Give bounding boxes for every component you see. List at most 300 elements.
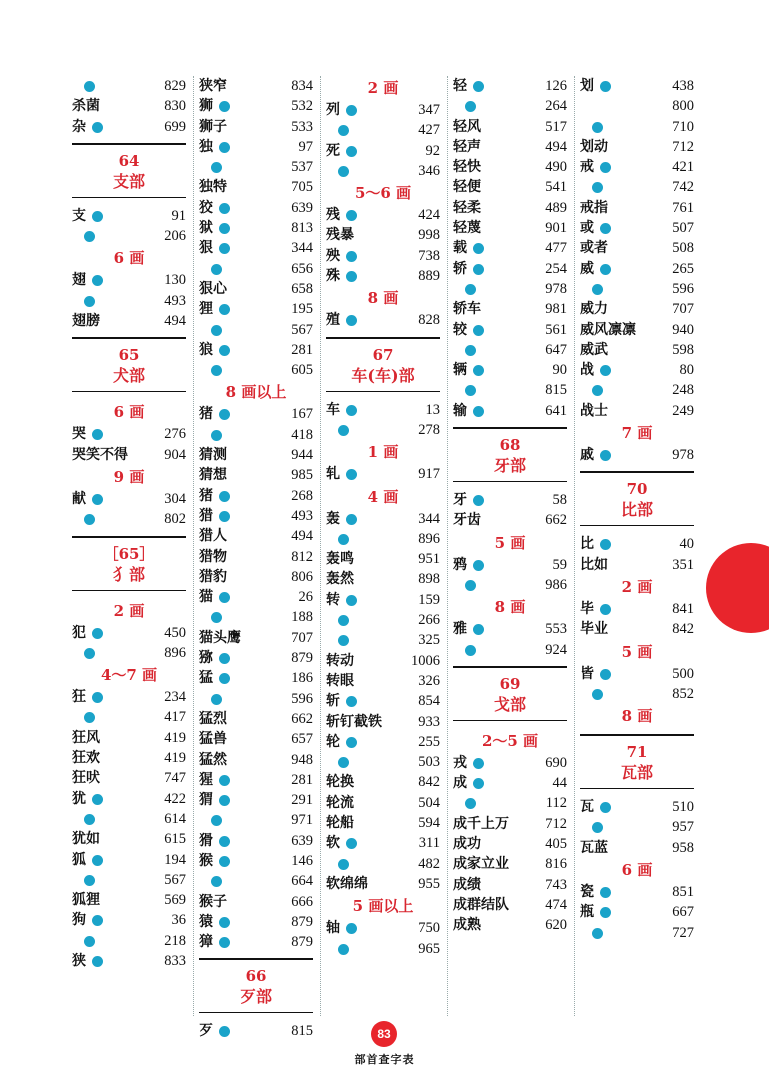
badge-icon [473,406,484,417]
badge-icon [592,822,603,833]
entry-chars: 猫头鹰 [199,629,241,646]
entry-page: 978 [545,280,567,297]
badge-icon [92,275,103,286]
badge-icon [465,798,476,809]
entry-page: 854 [418,693,440,710]
entry-page: 265 [672,260,694,277]
page-footer: 部首查字表 [354,1053,415,1066]
entry-page: 656 [291,260,313,277]
index-entry [453,834,567,854]
entry-page: 167 [291,406,313,423]
badge-icon [219,203,230,214]
entry-page: 699 [164,118,186,135]
badge-icon [92,794,103,805]
index-entry [326,671,440,691]
index-entry [72,643,186,663]
index-entry [453,895,567,915]
entry-chars: 猎 [199,507,213,524]
entry-page: 815 [545,382,567,399]
index-entry [326,918,440,938]
entry-chars: 猛然 [199,751,227,768]
entry-chars: 比如 [580,556,608,573]
index-entry [199,218,313,238]
entry-page: 802 [164,511,186,528]
entry-page: 80 [679,362,694,379]
index-entry [199,299,313,319]
index-entry [453,510,567,530]
entry-page: 493 [291,507,313,524]
entry-chars: 瓷 [580,884,594,901]
entry-chars: 轮流 [326,794,354,811]
index-entry [199,750,313,770]
index-entry [326,772,440,792]
entry-chars: 戎 [453,754,467,771]
entry-chars: 列 [326,102,340,118]
stroke-count-heading: 2 画 [621,577,653,596]
entry-page: 97 [298,138,313,155]
badge-icon [346,146,357,157]
entry-page: 948 [291,751,313,768]
entry-chars: 轮 [326,733,340,750]
entry-page: 707 [291,629,313,646]
index-entry [199,259,313,279]
entry-page: 450 [164,624,186,641]
index-entry [580,218,694,238]
entry-page: 477 [545,240,567,257]
entry-page: 662 [545,512,567,529]
badge-icon [92,692,103,703]
badge-icon [219,653,230,664]
index-entry [199,770,313,790]
entry-page: 325 [418,632,440,649]
index-entry [199,320,313,340]
entry-chars: 斩 [326,693,340,710]
stroke-count-heading: 8 画 [367,289,399,308]
badge-icon [338,944,349,955]
entry-chars: 狂吠 [72,770,100,787]
radical-title: 戈部 [493,694,526,714]
entry-page: 126 [545,78,567,94]
entry-chars: 轻柔 [453,199,481,216]
entry-page: 727 [672,924,694,941]
entry-chars: 猪 [199,487,213,504]
stroke-count-heading: 4～7 画 [100,666,158,685]
badge-icon [600,802,611,813]
entry-page: 965 [418,940,440,957]
entry-chars: 轮船 [326,815,354,832]
stroke-count-heading: 8 画以上 [225,383,287,402]
entry-page: 494 [545,138,567,155]
entry-page: 311 [418,835,440,852]
index-entry [199,932,313,952]
badge-icon [600,365,611,376]
entry-chars: 轻声 [453,138,481,155]
index-entry [326,400,440,420]
index-entry [326,732,440,752]
entry-chars: 戒 [580,159,594,176]
entry-chars: 比 [580,536,594,553]
badge-icon [346,595,357,606]
index-entry [580,882,694,902]
entry-chars: 输 [453,402,467,419]
entry-page: 958 [672,839,694,856]
index-entry [453,340,567,360]
entry-page: 264 [545,98,567,115]
entry-page: 639 [291,199,313,216]
entry-page: 346 [418,162,440,179]
radical-number: 64 [118,151,140,170]
index-entry [199,506,313,526]
index-entry [580,619,694,639]
entry-chars: 轻便 [453,179,481,196]
entry-page: 662 [291,710,313,727]
entry-chars: 哭笑不得 [72,446,128,463]
entry-page: 830 [164,98,186,115]
entry-chars: 战 [580,362,594,379]
index-entry [453,380,567,400]
entry-chars: 猴子 [199,893,227,910]
entry-page: 503 [418,754,440,771]
entry-page: 806 [291,568,313,585]
entry-chars: 转眼 [326,672,354,689]
index-entry [72,687,186,707]
index-entry [580,445,694,465]
radical-section-header [580,734,694,789]
badge-icon [211,694,222,705]
index-entry [326,509,440,529]
index-entry [72,445,186,465]
index-columns [72,76,694,1040]
entry-chars: 成家立业 [453,856,509,873]
badge-icon [84,81,95,92]
entry-page: 351 [672,556,694,573]
entry-chars: 狠 [199,240,213,257]
radical-section-header [72,337,186,392]
badge-icon [465,345,476,356]
entry-page: 344 [291,240,313,257]
entry-chars: 轻风 [453,118,481,135]
stroke-count-heading: 1 画 [367,443,399,462]
entry-page: 254 [545,260,567,277]
badge-icon [592,284,603,295]
index-entry [580,76,694,96]
badge-icon [465,580,476,591]
entry-chars: 狡 [199,199,213,216]
radical-number: 65 [118,346,140,365]
entry-chars: 软绵绵 [326,875,368,892]
entry-page: 234 [164,689,186,706]
badge-icon [211,162,222,173]
radical-section-header [326,337,440,392]
badge-icon [219,101,230,112]
entry-chars: 毕业 [580,621,608,638]
entry-page: 249 [672,402,694,419]
entry-page: 712 [545,815,567,832]
entry-page: 26 [298,589,313,606]
badge-icon [600,907,611,918]
entry-page: 955 [418,875,440,892]
badge-icon [346,838,357,849]
entry-chars: 殖 [326,312,340,329]
red-tab-marker [706,543,769,633]
index-entry [580,279,694,299]
radical-number: 68 [499,436,521,455]
entry-page: 828 [418,312,440,329]
badge-icon [338,425,349,436]
radical-number: 70 [626,480,648,499]
stroke-count-heading: 6 画 [113,403,145,422]
index-entry [580,117,694,137]
index-entry [580,299,694,319]
badge-icon [346,105,357,116]
entry-chars: 猕 [199,650,213,667]
index-entry [580,534,694,554]
radical-section-header [72,536,186,591]
entry-chars: 杀菌 [72,98,100,115]
entry-page: 951 [418,551,440,568]
badge-icon [211,325,222,336]
entry-chars: 猎物 [199,548,227,565]
column-divider [193,76,194,1016]
entry-page: 567 [291,321,313,338]
index-entry [453,619,567,639]
entry-chars: 辆 [453,362,467,379]
badge-icon [338,635,349,646]
radical-title: 牙部 [493,456,526,476]
entry-page: 159 [418,591,440,608]
stroke-count-heading: 9 画 [113,467,145,486]
entry-chars: 瓶 [580,904,594,921]
entry-page: 971 [291,812,313,829]
radical-number: ［65］ [103,544,155,563]
entry-chars: 雅 [453,621,467,638]
index-entry [580,838,694,858]
badge-icon [473,758,484,769]
index-entry [72,809,186,829]
entry-page: 291 [291,792,313,809]
entry-page: 842 [672,621,694,638]
entry-chars: 转 [326,591,340,608]
index-entry [326,120,440,140]
index-entry [326,752,440,772]
entry-chars: 狐狸 [72,892,100,909]
entry-page: 186 [291,670,313,687]
index-column-4 [453,76,567,1016]
badge-icon [219,795,230,806]
entry-page: 427 [418,122,440,139]
entry-chars: 或者 [580,240,608,257]
entry-chars: 威武 [580,341,608,358]
badge-icon [219,345,230,356]
badge-icon [338,166,349,177]
badge-icon [600,264,611,275]
index-entry [580,923,694,943]
entry-chars: 狭窄 [199,78,227,94]
index-entry [72,291,186,311]
index-entry [199,238,313,258]
entry-page: 90 [552,362,567,379]
index-entry [453,76,567,96]
entry-page: 493 [164,292,186,309]
badge-icon [84,231,95,242]
entry-chars: 死 [326,142,340,159]
entry-chars: 轿车 [453,301,481,318]
entry-chars: 轧 [326,466,340,483]
index-entry [72,509,186,529]
index-entry [453,360,567,380]
entry-page: 944 [291,447,313,464]
entry-page: 658 [291,280,313,297]
entry-chars: 牙齿 [453,512,481,529]
entry-page: 112 [545,795,567,812]
badge-icon [473,365,484,376]
entry-page: 657 [291,731,313,748]
entry-page: 489 [545,199,567,216]
entry-page: 553 [545,621,567,638]
entry-chars: 猛 [199,670,213,687]
entry-chars: 猩 [199,771,213,788]
entry-chars: 戒指 [580,199,608,216]
column-divider [320,76,321,1016]
index-entry [72,424,186,444]
entry-page: 879 [291,934,313,951]
index-entry [199,486,313,506]
index-entry [580,238,694,258]
index-entry [199,404,313,424]
entry-chars: 残 [326,207,340,224]
column-divider [447,76,448,1016]
badge-icon [346,271,357,282]
entry-chars: 威风凛凛 [580,321,636,338]
badge-icon [600,162,611,173]
entry-chars: 轰 [326,510,340,527]
stroke-count-heading: 5 画以上 [352,897,414,916]
badge-icon [338,859,349,870]
index-entry [199,648,313,668]
entry-page: 494 [291,528,313,545]
index-entry [326,420,440,440]
index-entry [199,1021,313,1041]
entry-page: 36 [171,912,186,929]
index-entry [199,76,313,96]
entry-page: 598 [672,341,694,358]
entry-page: 281 [291,771,313,788]
badge-icon [219,836,230,847]
badge-icon [473,624,484,635]
entry-page: 917 [418,466,440,483]
entry-page: 510 [672,799,694,816]
entry-chars: 转动 [326,652,354,669]
index-entry [326,630,440,650]
entry-page: 690 [545,754,567,771]
badge-icon [473,560,484,571]
index-entry [72,311,186,331]
badge-icon [600,669,611,680]
index-entry [326,939,440,959]
entry-chars: 瓦 [580,799,594,816]
entry-chars: 载 [453,240,467,257]
entry-page: 641 [545,402,567,419]
index-entry [453,96,567,116]
index-entry [326,691,440,711]
index-entry [453,157,567,177]
index-entry [326,549,440,569]
entry-chars: 狱 [199,220,213,237]
entry-page: 218 [164,932,186,949]
entry-chars: 狭 [72,953,86,970]
index-entry [199,912,313,932]
radical-title: 犬部 [112,366,145,386]
index-entry [580,555,694,575]
badge-icon [84,648,95,659]
radical-number: 66 [245,967,267,986]
entry-page: 419 [164,750,186,767]
badge-icon [211,612,222,623]
index-entry [72,707,186,727]
entry-chars: 划 [580,78,594,94]
badge-icon [473,778,484,789]
badge-icon [465,385,476,396]
index-entry [72,931,186,951]
entry-page: 841 [672,600,694,617]
badge-icon [600,450,611,461]
entry-page: 417 [164,709,186,726]
entry-page: 851 [672,884,694,901]
index-entry [326,141,440,161]
entry-page: 58 [552,492,567,509]
entry-page: 130 [164,272,186,289]
index-entry [326,161,440,181]
entry-page: 421 [672,159,694,176]
badge-icon [84,712,95,723]
entry-page: 596 [672,280,694,297]
entry-chars: 狂欢 [72,750,100,767]
badge-icon [346,696,357,707]
badge-icon [84,296,95,307]
entry-page: 620 [545,917,567,934]
entry-page: 419 [164,729,186,746]
entry-chars: 瓦蓝 [580,839,608,856]
entry-page: 639 [291,832,313,849]
index-entry [199,567,313,587]
index-entry [453,198,567,218]
index-entry [580,320,694,340]
index-entry [72,489,186,509]
badge-icon [92,628,103,639]
index-entry [580,259,694,279]
entry-page: 266 [418,612,440,629]
entry-page: 924 [545,641,567,658]
radical-title: 歹部 [239,987,272,1007]
index-entry [199,547,313,567]
index-entry [199,607,313,627]
badge-icon [219,223,230,234]
entry-page: 998 [418,227,440,244]
index-entry [72,226,186,246]
entry-chars: 獐 [199,934,213,951]
index-entry [199,729,313,749]
index-column-3 [326,76,440,1016]
index-entry [453,259,567,279]
badge-icon [219,304,230,315]
index-entry [199,892,313,912]
entry-page: 747 [164,770,186,787]
index-entry [326,874,440,894]
index-entry [453,773,567,793]
radical-number: 67 [372,345,394,364]
badge-icon [92,211,103,222]
entry-page: 508 [672,240,694,257]
